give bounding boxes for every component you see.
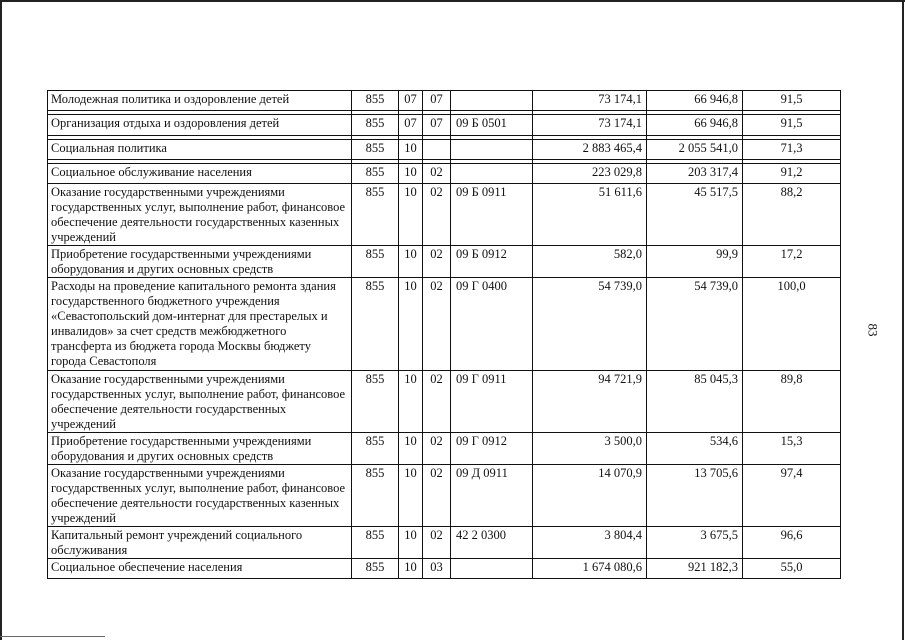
table-row xyxy=(48,559,841,579)
cell-pct: 96,6 xyxy=(743,527,841,559)
cell-pr: 02 xyxy=(423,465,451,527)
cell-pct: 71,3 xyxy=(743,140,841,160)
cell-pr: 07 xyxy=(423,115,451,136)
cell-plan: 1 674 080,6 xyxy=(533,559,647,579)
cell-csr: 09 Б 0501 xyxy=(451,115,533,136)
cell-name: Социальное обеспечение населения xyxy=(48,559,352,579)
table-row xyxy=(48,278,841,371)
cell-pr: 02 xyxy=(423,246,451,278)
cell-csr: 42 2 0300 xyxy=(451,527,533,559)
cell-name: Капитальный ремонт учреждений социального обслуживания xyxy=(48,527,352,559)
cell-name: Оказание государственными учреждениями государственных услуг, выполнение работ, финансовое обеспечение деятельности государственных учреждений xyxy=(48,371,352,433)
cell-pct: 91,5 xyxy=(743,115,841,136)
cell-csr: 09 Д 0911 xyxy=(451,465,533,527)
cell-csr: 09 Г 0400 xyxy=(451,278,533,371)
cell-plan: 14 070,9 xyxy=(533,465,647,527)
cell-pct: 89,8 xyxy=(743,371,841,433)
cell-pr: 02 xyxy=(423,184,451,246)
cell-ved: 855 xyxy=(352,246,399,278)
budget-table xyxy=(47,90,841,579)
cell-rz: 10 xyxy=(399,184,423,246)
cell-csr: 09 Б 0912 xyxy=(451,246,533,278)
page-number: 83 xyxy=(865,323,881,337)
cell-name: Приобретение государственными учреждениями оборудования и других основных средств xyxy=(48,433,352,465)
cell-fact: 203 317,4 xyxy=(647,164,743,184)
cell-ved: 855 xyxy=(352,433,399,465)
page-frame-left xyxy=(0,0,2,640)
cell-pr: 03 xyxy=(423,559,451,579)
cell-fact: 66 946,8 xyxy=(647,91,743,111)
cell-csr xyxy=(451,91,533,111)
table-row xyxy=(48,371,841,433)
cell-plan: 3 804,4 xyxy=(533,527,647,559)
cell-rz: 07 xyxy=(399,115,423,136)
cell-pr: 07 xyxy=(423,91,451,111)
cell-rz: 10 xyxy=(399,278,423,371)
cell-pct: 55,0 xyxy=(743,559,841,579)
cell-rz: 10 xyxy=(399,246,423,278)
table-row xyxy=(48,140,841,160)
table-row xyxy=(48,184,841,246)
table-row xyxy=(48,465,841,527)
cell-pct: 15,3 xyxy=(743,433,841,465)
page-frame-right xyxy=(902,0,904,640)
cell-plan: 73 174,1 xyxy=(533,91,647,111)
cell-name: Расходы на проведение капитального ремонта здания государственного бюджетного учреждения «Севастопольский дом-интернат для престарелых и инвалидов» за счет средств межбюджетного трансферта из бюджета города Москвы бюджету города Севастополя xyxy=(48,278,352,371)
cell-pct: 97,4 xyxy=(743,465,841,527)
cell-fact: 13 705,6 xyxy=(647,465,743,527)
cell-fact: 534,6 xyxy=(647,433,743,465)
cell-ved: 855 xyxy=(352,140,399,160)
cell-csr xyxy=(451,164,533,184)
cell-name: Социальное обслуживание населения xyxy=(48,164,352,184)
cell-ved: 855 xyxy=(352,465,399,527)
cell-ved: 855 xyxy=(352,559,399,579)
cell-pct: 17,2 xyxy=(743,246,841,278)
cell-pr: 02 xyxy=(423,371,451,433)
cell-plan: 51 611,6 xyxy=(533,184,647,246)
cell-ved: 855 xyxy=(352,371,399,433)
cell-plan: 73 174,1 xyxy=(533,115,647,136)
cell-ved: 855 xyxy=(352,527,399,559)
cell-name: Организация отдыха и оздоровления детей xyxy=(48,115,352,136)
cell-plan: 582,0 xyxy=(533,246,647,278)
cell-fact: 66 946,8 xyxy=(647,115,743,136)
cell-pr: 02 xyxy=(423,164,451,184)
cell-csr: 09 Г 0911 xyxy=(451,371,533,433)
cell-fact: 2 055 541,0 xyxy=(647,140,743,160)
cell-plan: 2 883 465,4 xyxy=(533,140,647,160)
cell-rz: 10 xyxy=(399,140,423,160)
cell-ved: 855 xyxy=(352,164,399,184)
cell-name: Приобретение государственными учреждениями оборудования и других основных средств xyxy=(48,246,352,278)
page-frame-top xyxy=(0,0,905,2)
cell-fact: 3 675,5 xyxy=(647,527,743,559)
cell-fact: 99,9 xyxy=(647,246,743,278)
cell-ved: 855 xyxy=(352,184,399,246)
cell-ved: 855 xyxy=(352,91,399,111)
table-body xyxy=(48,91,841,579)
cell-rz: 10 xyxy=(399,164,423,184)
cell-rz: 10 xyxy=(399,465,423,527)
cell-csr xyxy=(451,559,533,579)
cell-plan: 54 739,0 xyxy=(533,278,647,371)
cell-plan: 223 029,8 xyxy=(533,164,647,184)
cell-fact: 54 739,0 xyxy=(647,278,743,371)
cell-ved: 855 xyxy=(352,278,399,371)
table-row xyxy=(48,433,841,465)
cell-name: Оказание государственными учреждениями государственных услуг, выполнение работ, финансовое обеспечение деятельности государственных казенных учреждений xyxy=(48,184,352,246)
cell-plan: 94 721,9 xyxy=(533,371,647,433)
table-row xyxy=(48,91,841,111)
cell-pct: 91,2 xyxy=(743,164,841,184)
cell-pct: 100,0 xyxy=(743,278,841,371)
cell-fact: 921 182,3 xyxy=(647,559,743,579)
cell-name: Социальная политика xyxy=(48,140,352,160)
cell-fact: 85 045,3 xyxy=(647,371,743,433)
cell-ved: 855 xyxy=(352,115,399,136)
cell-rz: 10 xyxy=(399,527,423,559)
table-row xyxy=(48,164,841,184)
cell-pr: 02 xyxy=(423,527,451,559)
cell-name: Молодежная политика и оздоровление детей xyxy=(48,91,352,111)
cell-plan: 3 500,0 xyxy=(533,433,647,465)
table-row xyxy=(48,246,841,278)
cell-csr: 09 Г 0912 xyxy=(451,433,533,465)
cell-rz: 10 xyxy=(399,371,423,433)
cell-rz: 10 xyxy=(399,433,423,465)
table-row xyxy=(48,115,841,136)
cell-pr xyxy=(423,140,451,160)
page-bottom-rule xyxy=(0,636,105,637)
cell-fact: 45 517,5 xyxy=(647,184,743,246)
cell-pr: 02 xyxy=(423,278,451,371)
cell-rz: 10 xyxy=(399,559,423,579)
cell-pct: 91,5 xyxy=(743,91,841,111)
table-row xyxy=(48,527,841,559)
cell-pr: 02 xyxy=(423,433,451,465)
cell-pct: 88,2 xyxy=(743,184,841,246)
cell-name: Оказание государственными учреждениями государственных услуг, выполнение работ, финансовое обеспечение деятельности государственных казенных учреждений xyxy=(48,465,352,527)
cell-csr xyxy=(451,140,533,160)
cell-csr: 09 Б 0911 xyxy=(451,184,533,246)
cell-rz: 07 xyxy=(399,91,423,111)
